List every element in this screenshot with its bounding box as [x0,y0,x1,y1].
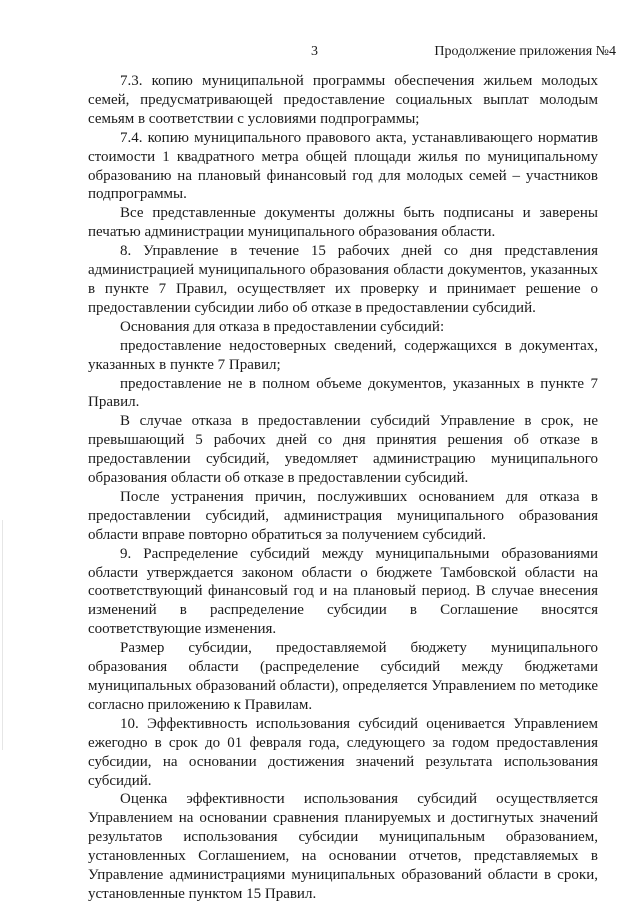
running-title: Продолжение приложения №4 [434,44,616,59]
paragraph-efficiency-evaluation: Оценка эффективности использования субсидий осуществляется Управлением на основании сравнения планируемых и достигнутых значений результатов использования субсидии муниципальным образованием, установленных Соглашением, на основании отчетов, представляемых в Управление администрациями муниципальных образований области в сроки, установленные пунктом 15 Правил. [88,791,598,902]
paragraph-7-3: 7.3. копию муниципальной программы обеспечения жильем молодых семей, предусматривающей предоставление социальных выплат молодым семьям в соответствии с условиями подпрограммы; [88,73,598,127]
paragraph-documents-signed: Все представленные документы должны быть подписаны и заверены печатью администрации муниципального образования области. [88,205,598,241]
paragraph-refusal-grounds: Основания для отказа в предоставлении субсидий: [120,318,445,335]
paragraph-subsidy-size: Размер субсидии, предоставляемой бюджету муниципального образования области (распределение субсидий между бюджетами муниципальных образований области), определяется Управлением по методике согласно приложению к Правилам. [88,640,598,713]
paragraph-reapply: После устранения причин, послуживших основанием для отказа в предоставлении субсидий, администрация муниципального образования области вправе повторно обратиться за получением субсидий. [88,488,598,543]
document-body [88,72,598,904]
paragraph-9: 9. Распределение субсидий между муниципальными образованиями области утверждается законом области о бюджете Тамбовской области на соответствующий финансовый год и на плановый период. В случае внесения изменений в распределение субсидии в Соглашение вносятся соответствующие изменения. [88,545,598,638]
paragraph-8: 8. Управление в течение 15 рабочих дней со дня представления администрацией муниципального образования области документов, указанных в пункте 7 Правил, осуществляет их проверку и принимает решение о предоставлении субсидии либо об отказе в предоставлении субсидий. [88,243,598,316]
paragraph-refusal-unreliable: предоставление недостоверных сведений, содержащихся в документах, указанных в пункте 7 Правил; [88,337,598,373]
paragraph-7-4: 7.4. копию муниципального правового акта, устанавливающего норматив стоимости 1 квадратного метра общей площади жилья по муниципальному образованию на плановый финансовый год для молодых семей – участников подпрограммы. [88,129,598,203]
page-number: 3 [311,44,318,59]
scan-margin-line [2,520,3,750]
paragraph-10: 10. Эффективность использования субсидий оценивается Управлением ежегодно в срок до 01 февраля года, следующего за годом предоставления субсидии, на основании достижения значений результата использования субсидий. [88,715,598,789]
paragraph-refusal-incomplete: предоставление не в полном объеме документов, указанных в пункте 7 Правил. [88,375,598,411]
paragraph-refusal-notice: В случае отказа в предоставлении субсидий Управление в срок, не превышающий 5 рабочих дней со дня принятия решения об отказе в предоставлении субсидий, уведомляет администрацию муниципального образования области об отказе в предоставлении субсидий. [88,413,598,487]
